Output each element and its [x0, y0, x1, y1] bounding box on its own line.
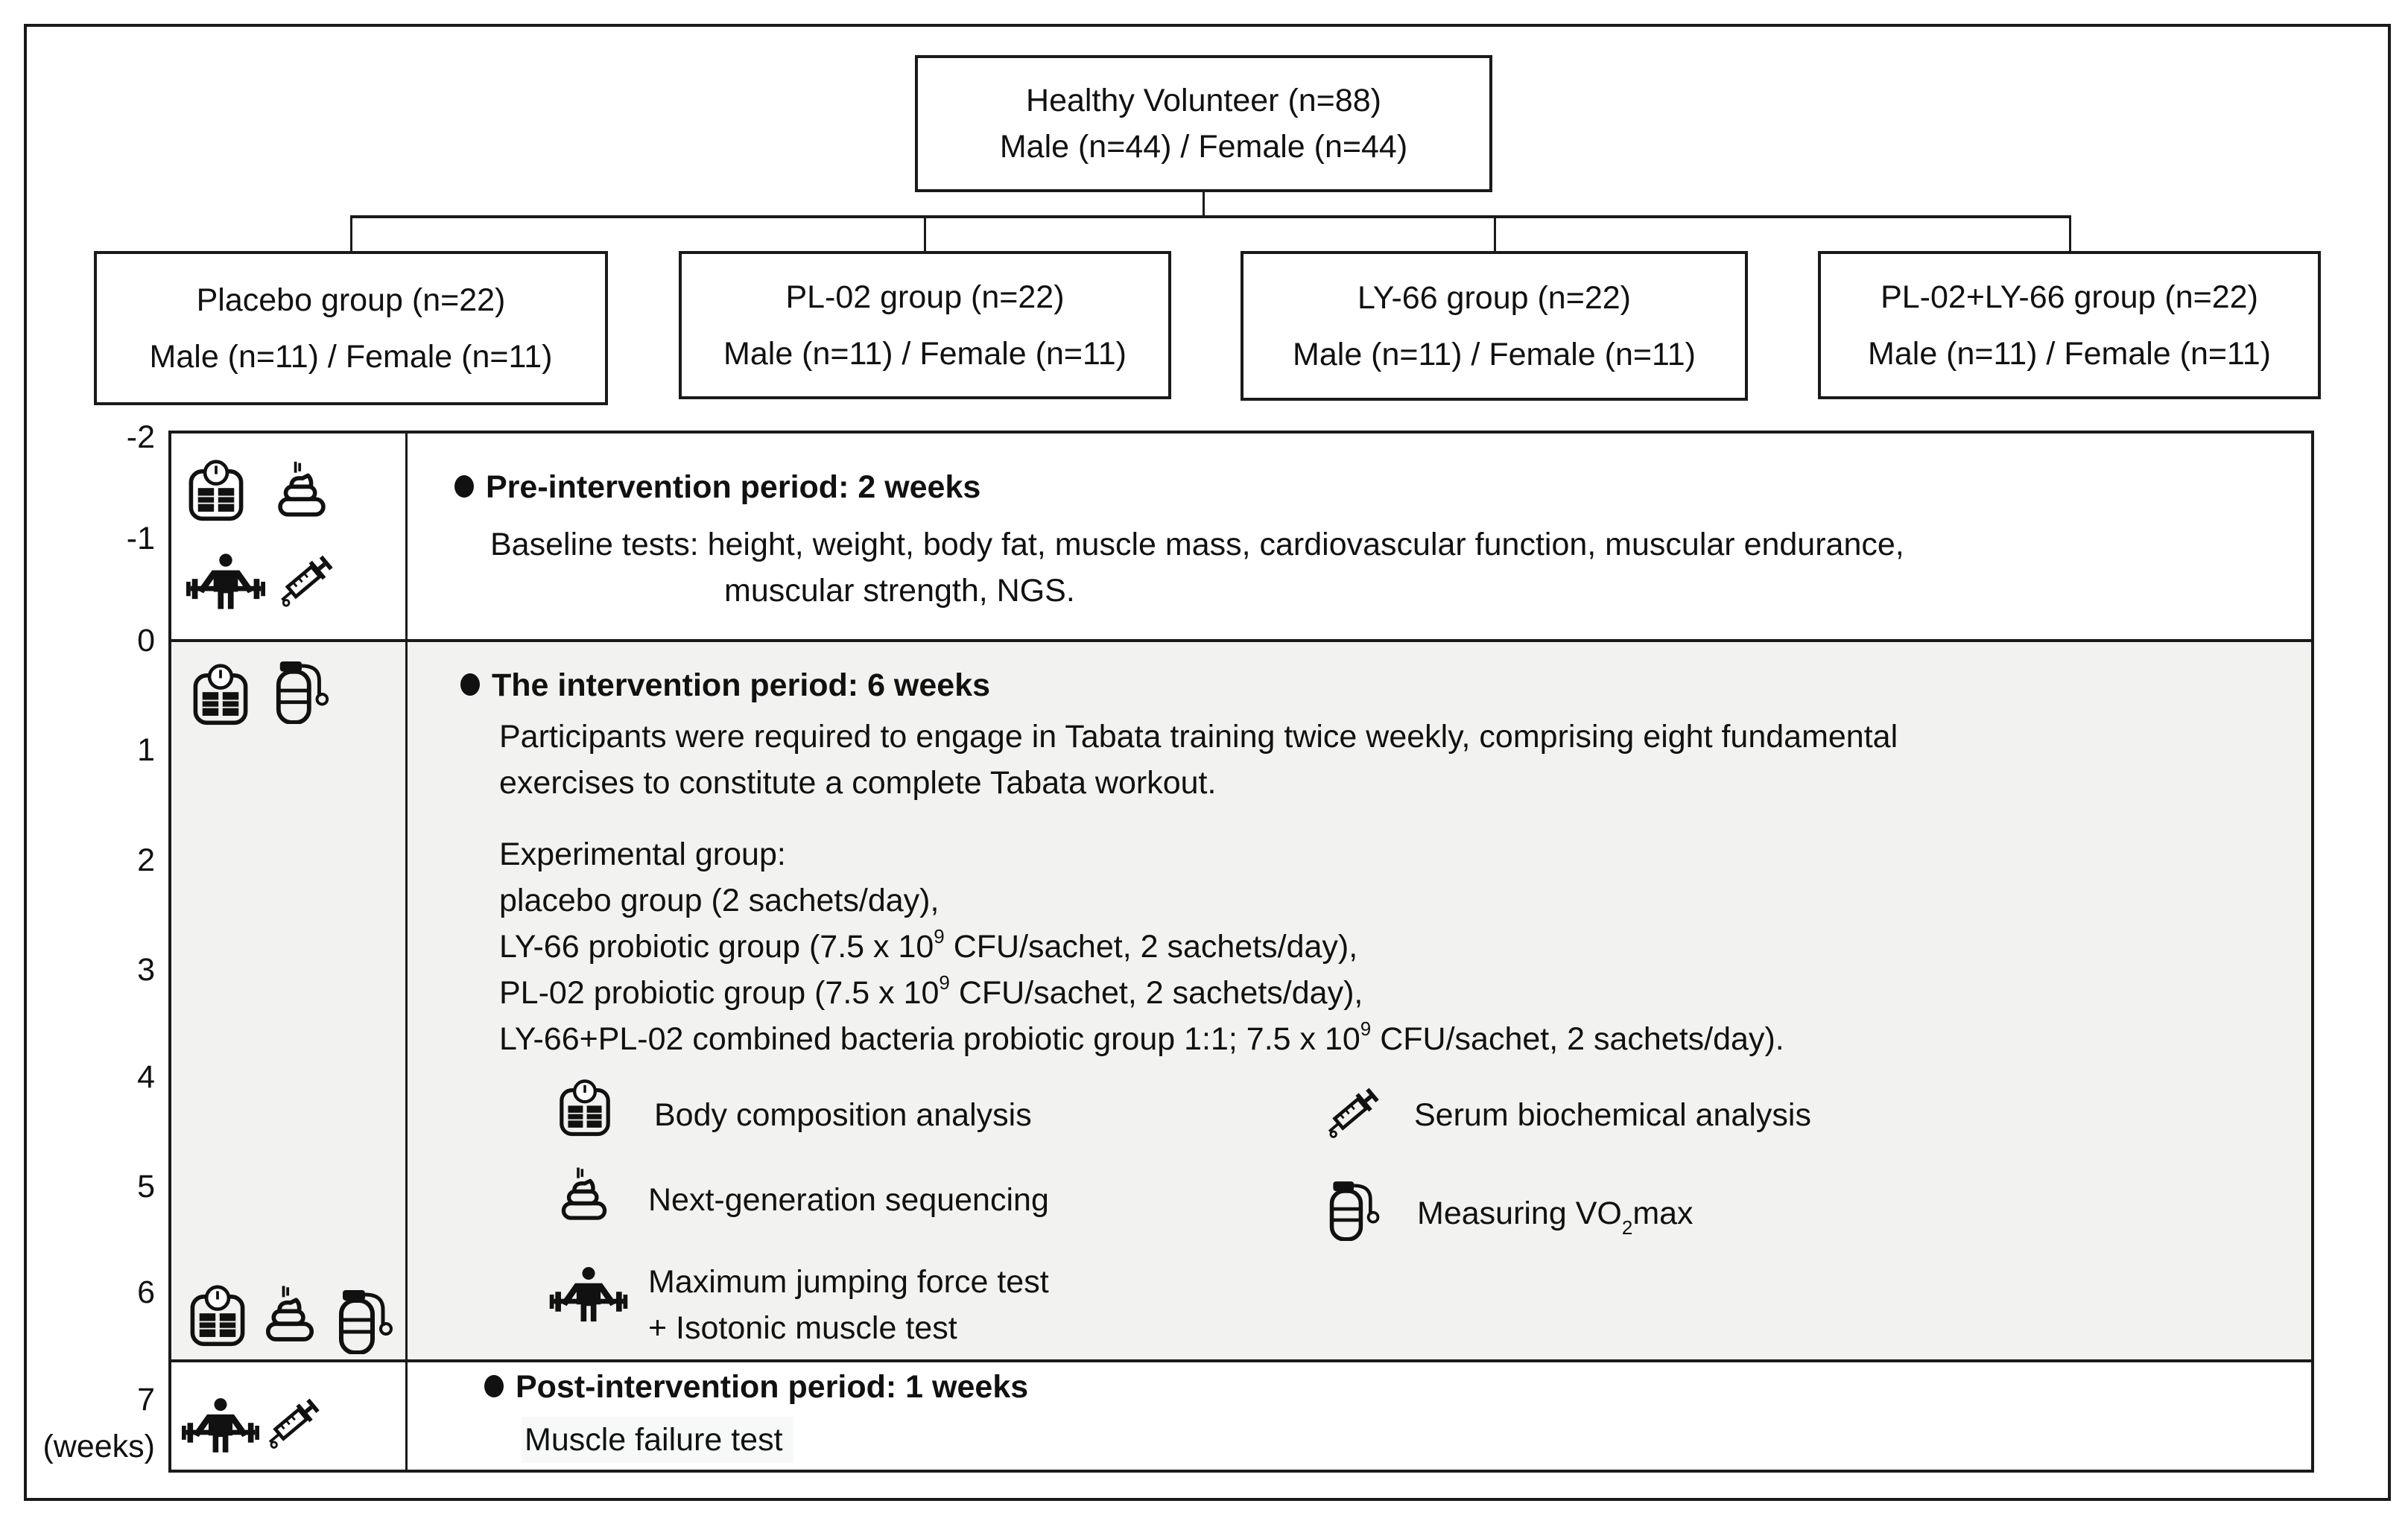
legend-ngs: Next-generation sequencing: [648, 1182, 1049, 1218]
connector-line: [2069, 217, 2071, 253]
total-sex-split-label: Male (n=44) / Female (n=44): [999, 129, 1408, 165]
post-intervention-title: Post-intervention period: 1 weeks: [484, 1365, 1028, 1409]
legend-isotonic: + Isotonic muscle test: [648, 1310, 957, 1346]
group-sex-split: Male (n=11) / Female (n=11): [1293, 336, 1696, 372]
bullet-dot: [454, 475, 474, 498]
group-sex-split: Male (n=11) / Female (n=11): [149, 338, 553, 375]
week-label: 2: [137, 842, 155, 878]
stool-icon: [560, 1165, 608, 1225]
legend-body-composition: Body composition analysis: [654, 1097, 1032, 1133]
oxygen-tank-icon: [337, 1287, 396, 1354]
connector-line: [350, 217, 352, 253]
intervention-desc-line2: exercises to constitute a complete Tabata workout.: [499, 765, 1217, 801]
week-label: 1: [137, 732, 155, 768]
weeks-unit-label: (weeks): [42, 1429, 155, 1464]
experimental-group-item: placebo group (2 sachets/day),: [499, 883, 940, 918]
weightlifter-icon: [186, 553, 265, 611]
group-name: Placebo group (n=22): [196, 282, 506, 318]
total-count-label: Healthy Volunteer (n=88): [1026, 83, 1381, 118]
syringe-icon: [1320, 1085, 1383, 1143]
pre-intervention-title: Pre-intervention period: 2 weeks: [454, 465, 980, 509]
group-name: LY-66 group (n=22): [1357, 279, 1631, 316]
group-box-ly66: [1241, 251, 1748, 401]
experimental-group-heading: Experimental group:: [499, 836, 786, 872]
icon-column-divider: [405, 432, 408, 1472]
baseline-tests-line1: Baseline tests: height, weight, body fat, muscle mass, cardiovascular function, muscular endurance,: [490, 527, 1904, 562]
connector-line: [1203, 191, 1205, 218]
group-box-pl02-ly66: [1818, 251, 2321, 399]
legend-serum: Serum biochemical analysis: [1414, 1097, 1811, 1133]
scale-icon: [559, 1079, 611, 1137]
bullet-dot: [484, 1375, 504, 1397]
scale-icon: [192, 663, 249, 726]
stool-icon: [265, 1283, 314, 1347]
healthy-volunteer-box: [915, 55, 1492, 192]
experimental-group-item: LY-66 probiotic group (7.5 x $10^9$ CFU/sachet, 2 sachets/day),: [499, 924, 1358, 965]
connector-line: [350, 215, 2071, 218]
scale-icon: [188, 459, 244, 521]
weightlifter-icon: [182, 1397, 259, 1454]
group-name: PL-02 group (n=22): [785, 279, 1065, 315]
week-label: -1: [126, 521, 155, 556]
week-label: 3: [137, 952, 155, 988]
row-divider: [168, 1359, 2314, 1362]
row-divider: [168, 639, 2314, 642]
oxygen-tank-icon: [1328, 1178, 1383, 1241]
experimental-group-item: PL-02 probiotic group (7.5 x $10^9$ CFU/sachet, 2 sachets/day),: [499, 971, 1363, 1011]
oxygen-tank-icon: [274, 658, 332, 724]
syringe-icon: [273, 553, 337, 611]
weightlifter-icon: [548, 1266, 629, 1323]
group-box-placebo: [94, 251, 608, 405]
intervention-desc-line1: Participants were required to engage in Tabata training twice weekly, comprising eight fundamental: [499, 719, 1898, 755]
syringe-icon: [261, 1394, 323, 1454]
legend-vo2max: Measuring $VO_2\max$: [1417, 1196, 1693, 1239]
week-label: 0: [137, 623, 155, 658]
week-label: 6: [137, 1274, 155, 1310]
group-box-pl02: [679, 251, 1171, 399]
connector-line: [924, 217, 926, 253]
experimental-group-item: LY-66+PL-02 combined bacteria probiotic group 1:1; 7.5 x $10^9$ CFU/sachet, 2 sachets/day).: [499, 1017, 1784, 1057]
connector-line: [1494, 217, 1496, 253]
group-name: PL-02+LY-66 group (n=22): [1881, 279, 2258, 315]
muscle-failure-test: Muscle failure test: [522, 1417, 793, 1463]
legend-jump-force: Maximum jumping force test: [648, 1264, 1049, 1300]
week-label: 4: [137, 1059, 155, 1095]
week-label: -2: [126, 419, 155, 455]
stool-icon: [277, 459, 326, 521]
group-sex-split: Male (n=11) / Female (n=11): [1868, 335, 2271, 372]
scale-icon: [189, 1284, 246, 1347]
week-label: 5: [137, 1169, 155, 1204]
week-label: 7: [137, 1382, 155, 1417]
baseline-tests-line2: muscular strength, NGS.: [724, 573, 1075, 609]
bullet-dot: [460, 673, 480, 696]
intervention-title: The intervention period: 6 weeks: [460, 663, 990, 708]
group-sex-split: Male (n=11) / Female (n=11): [723, 335, 1127, 372]
